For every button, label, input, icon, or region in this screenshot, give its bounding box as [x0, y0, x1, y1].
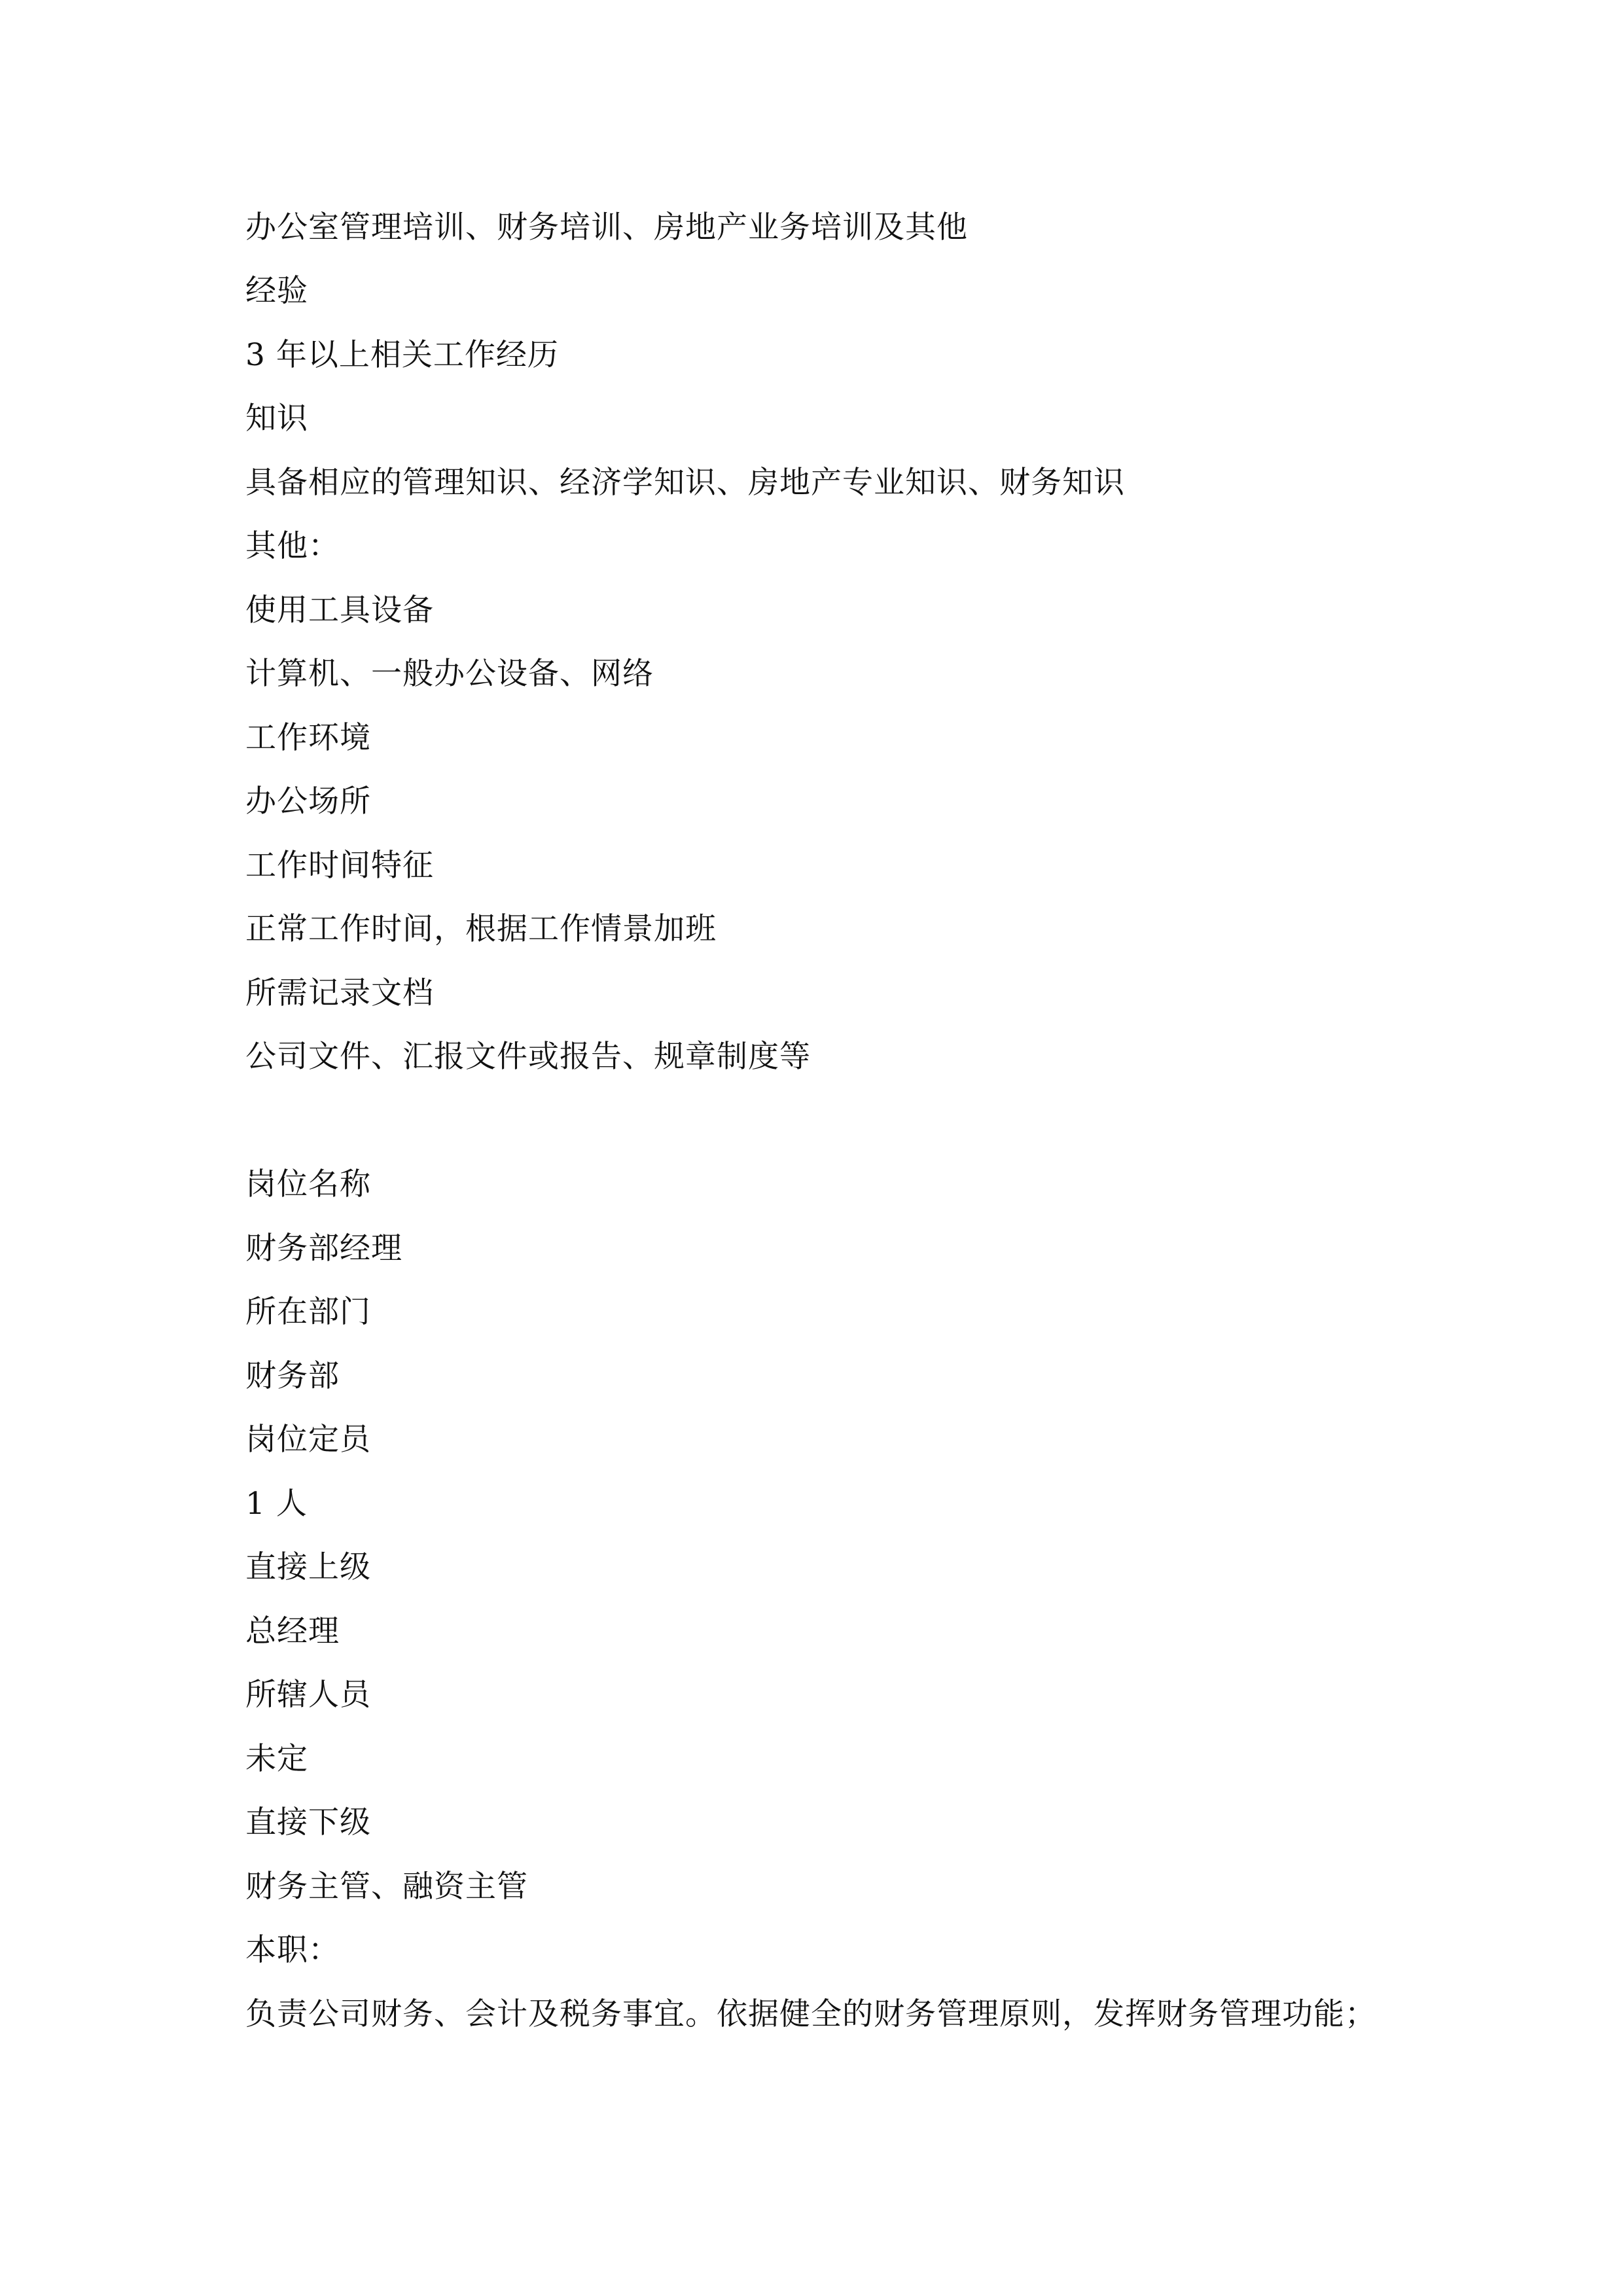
- subordinate-label: 直接下级: [245, 1804, 371, 1840]
- superior-value: 总经理: [245, 1613, 340, 1649]
- environment-label: 工作环境: [245, 720, 371, 756]
- position-label: 岗位名称: [245, 1166, 371, 1202]
- environment-value: 办公场所: [245, 783, 371, 819]
- headcount-label: 岗位定员: [245, 1422, 371, 1458]
- duty-label: 本职：: [245, 1932, 340, 1968]
- department-value: 财务部: [245, 1358, 340, 1394]
- experience-value: 3 年以上相关工作经历: [245, 337, 559, 373]
- records-value: 公司文件、汇报文件或报告、规章制度等: [245, 1039, 811, 1075]
- experience-label: 经验: [245, 273, 308, 309]
- training-text: 办公室管理培训、财务培训、房地产业务培训及其他: [245, 209, 968, 245]
- department-label: 所在部门: [245, 1294, 371, 1330]
- knowledge-value: 具备相应的管理知识、经济学知识、房地产专业知识、财务知识: [245, 465, 1125, 501]
- staff-label: 所辖人员: [245, 1677, 371, 1713]
- work-time-value: 正常工作时间，根据工作情景加班: [245, 911, 717, 947]
- subordinate-value: 财务主管、融资主管: [245, 1869, 528, 1905]
- position-value: 财务部经理: [245, 1230, 402, 1266]
- work-time-label: 工作时间特征: [245, 848, 434, 884]
- records-label: 所需记录文档: [245, 975, 434, 1011]
- headcount-value: 1 人: [245, 1486, 308, 1522]
- other-label: 其他：: [245, 528, 340, 564]
- superior-label: 直接上级: [245, 1549, 371, 1585]
- tools-value: 计算机、一般办公设备、网络: [245, 656, 654, 692]
- staff-value: 未定: [245, 1741, 308, 1777]
- duty-value: 负责公司财务、会计及税务事宜。依据健全的财务管理原则，发挥财务管理功能；: [245, 1996, 1376, 2032]
- knowledge-label: 知识: [245, 401, 308, 437]
- tools-label: 使用工具设备: [245, 592, 434, 628]
